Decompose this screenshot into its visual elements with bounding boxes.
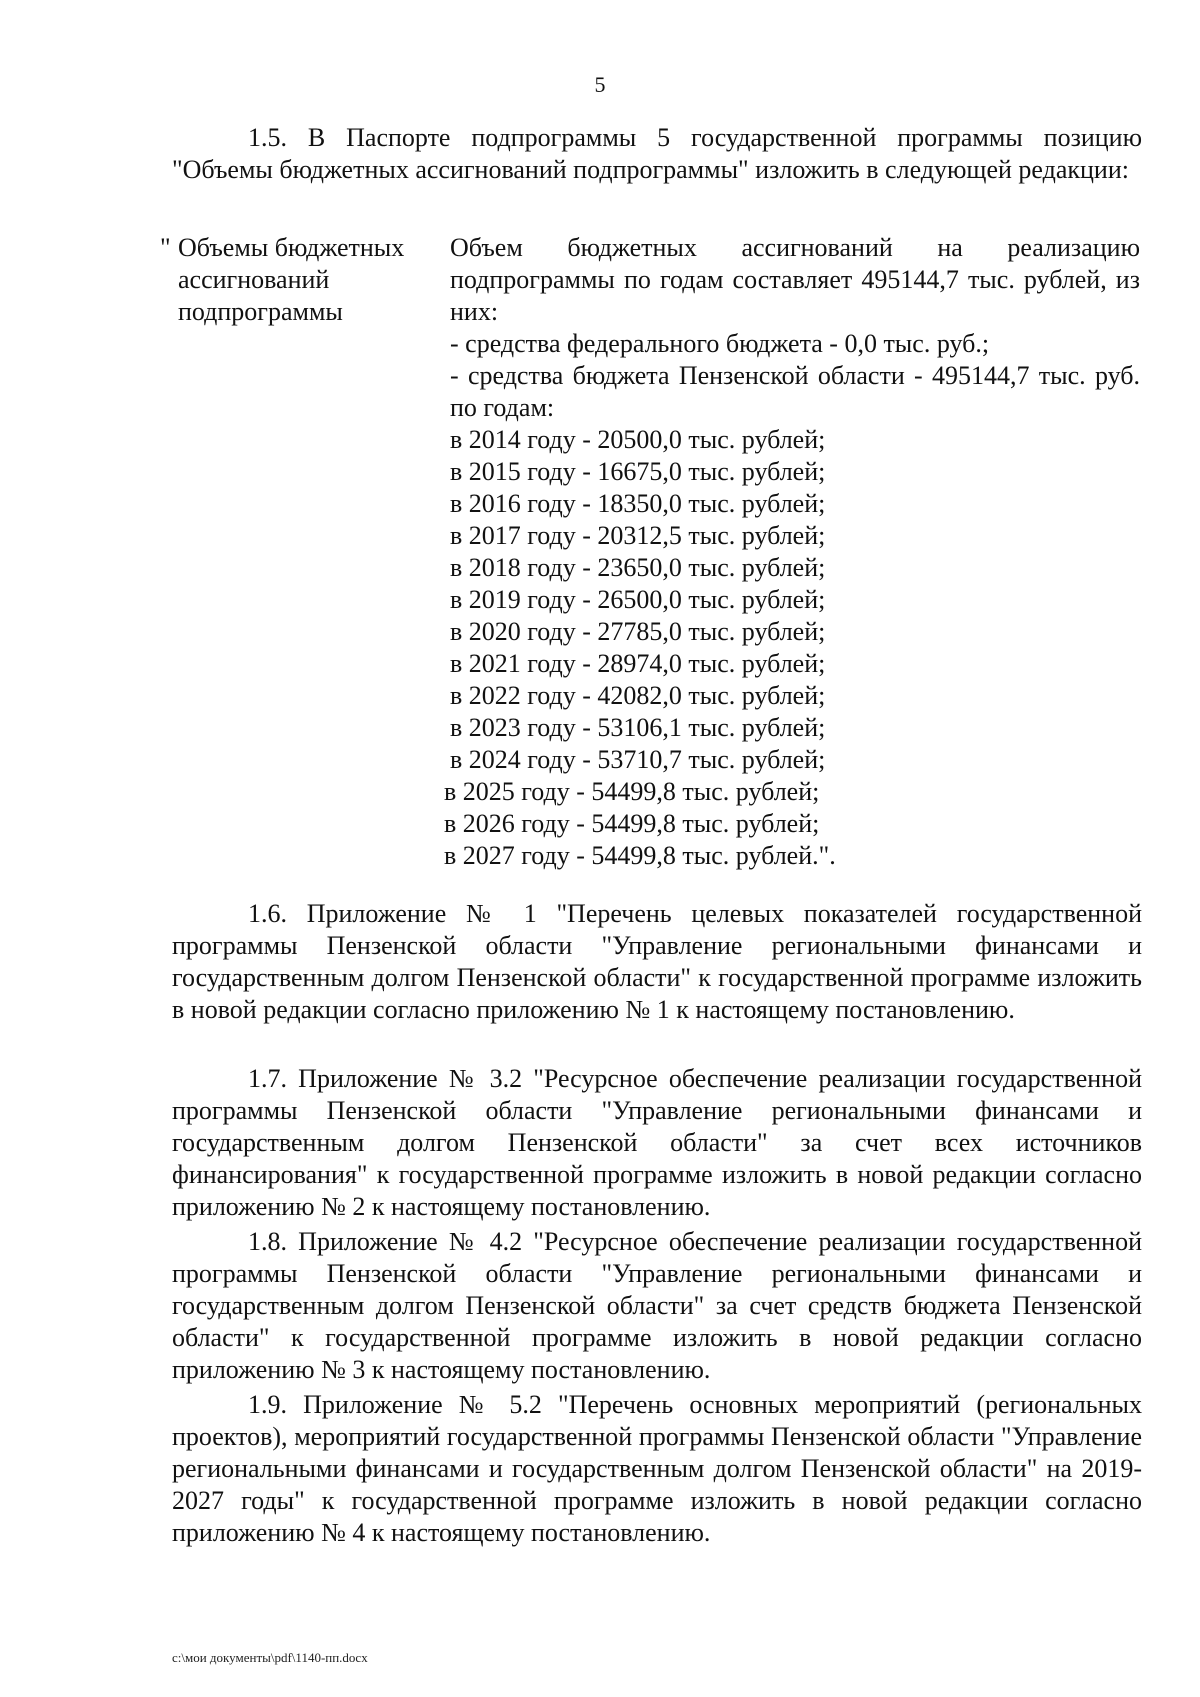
passport-open-quote: " bbox=[160, 233, 171, 262]
passport-regional: - средства бюджета Пензенской области - 495144,7 тыс. руб. по годам: bbox=[450, 361, 1140, 422]
year-line: в 2019 году - 26500,0 тыс. рублей; bbox=[450, 585, 826, 614]
passport-label-line-1: Объемы бюджетных bbox=[178, 233, 405, 262]
paragraph-1-5: 1.5. В Паспорте подпрограммы 5 государственной программы позицию "Объемы бюджетных ассигнований подпрограммы" изложить в следующей редакции: bbox=[172, 123, 1142, 184]
year-line: в 2015 году - 16675,0 тыс. рублей; bbox=[450, 457, 826, 486]
passport-years-list bbox=[444, 424, 1140, 872]
passport-label-line-3: подпрограммы bbox=[178, 297, 343, 326]
year-line: в 2025 году - 54499,8 тыс. рублей; bbox=[444, 777, 820, 806]
year-line: в 2023 году - 53106,1 тыс. рублей; bbox=[450, 713, 826, 742]
passport-value bbox=[444, 232, 1140, 872]
footer-file-path: c:\мои документы\pdf\1140-пп.docx bbox=[172, 1650, 368, 1665]
page-number: 5 bbox=[594, 72, 606, 97]
year-line: в 2014 году - 20500,0 тыс. рублей; bbox=[450, 425, 826, 454]
paragraph-1-8: 1.8. Приложение № 4.2 "Ресурсное обеспечение реализации государственной программы Пензенской области "Управление региональными финансами и государственным долгом Пензенской области" за счет средств бюджета Пензенской области" к государственной программе изложить в новой редакции согласно приложению № 3 к настоящему постановлению. bbox=[172, 1227, 1142, 1384]
passport-label-line-2: ассигнований bbox=[178, 265, 330, 294]
year-line: в 2018 году - 23650,0 тыс. рублей; bbox=[450, 553, 826, 582]
year-line: в 2027 году - 54499,8 тыс. рублей.". bbox=[444, 841, 836, 870]
paragraph-1-6: 1.6. Приложение № 1 "Перечень целевых показателей государственной программы Пензенской области "Управление региональными финансами и государственным долгом Пензенской области" к государственной программе изложить в новой редакции согласно приложению № 1 к настоящему постановлению. bbox=[172, 899, 1142, 1024]
year-line: в 2026 году - 54499,8 тыс. рублей; bbox=[444, 809, 820, 838]
year-line: в 2017 году - 20312,5 тыс. рублей; bbox=[450, 521, 826, 550]
year-line: в 2016 году - 18350,0 тыс. рублей; bbox=[450, 489, 826, 518]
passport-intro: Объем бюджетных ассигнований на реализацию подпрограммы по годам составляет 495144,7 тыс. рублей, из них: bbox=[450, 233, 1140, 326]
year-line: в 2020 году - 27785,0 тыс. рублей; bbox=[450, 617, 826, 646]
year-line: в 2022 году - 42082,0 тыс. рублей; bbox=[450, 681, 826, 710]
year-line: в 2024 году - 53710,7 тыс. рублей; bbox=[450, 745, 826, 774]
paragraph-1-9: 1.9. Приложение № 5.2 "Перечень основных мероприятий (региональных проектов), мероприятий государственной программы Пензенской области "Управление региональными финансами и государственным долгом Пензенской области" на 2019-2027 годы" к государственной программе изложить в новой редакции согласно приложению № 4 к настоящему постановлению. bbox=[172, 1390, 1142, 1547]
year-line: в 2021 году - 28974,0 тыс. рублей; bbox=[450, 649, 826, 678]
passport-federal: - средства федерального бюджета - 0,0 тыс. руб.; bbox=[450, 329, 990, 358]
paragraph-1-7: 1.7. Приложение № 3.2 "Ресурсное обеспечение реализации государственной программы Пензенской области "Управление региональными финансами и государственным долгом Пензенской области" за счет всех источников финансирования" к государственной программе изложить в новой редакции согласно приложению № 2 к настоящему постановлению. bbox=[172, 1064, 1142, 1221]
